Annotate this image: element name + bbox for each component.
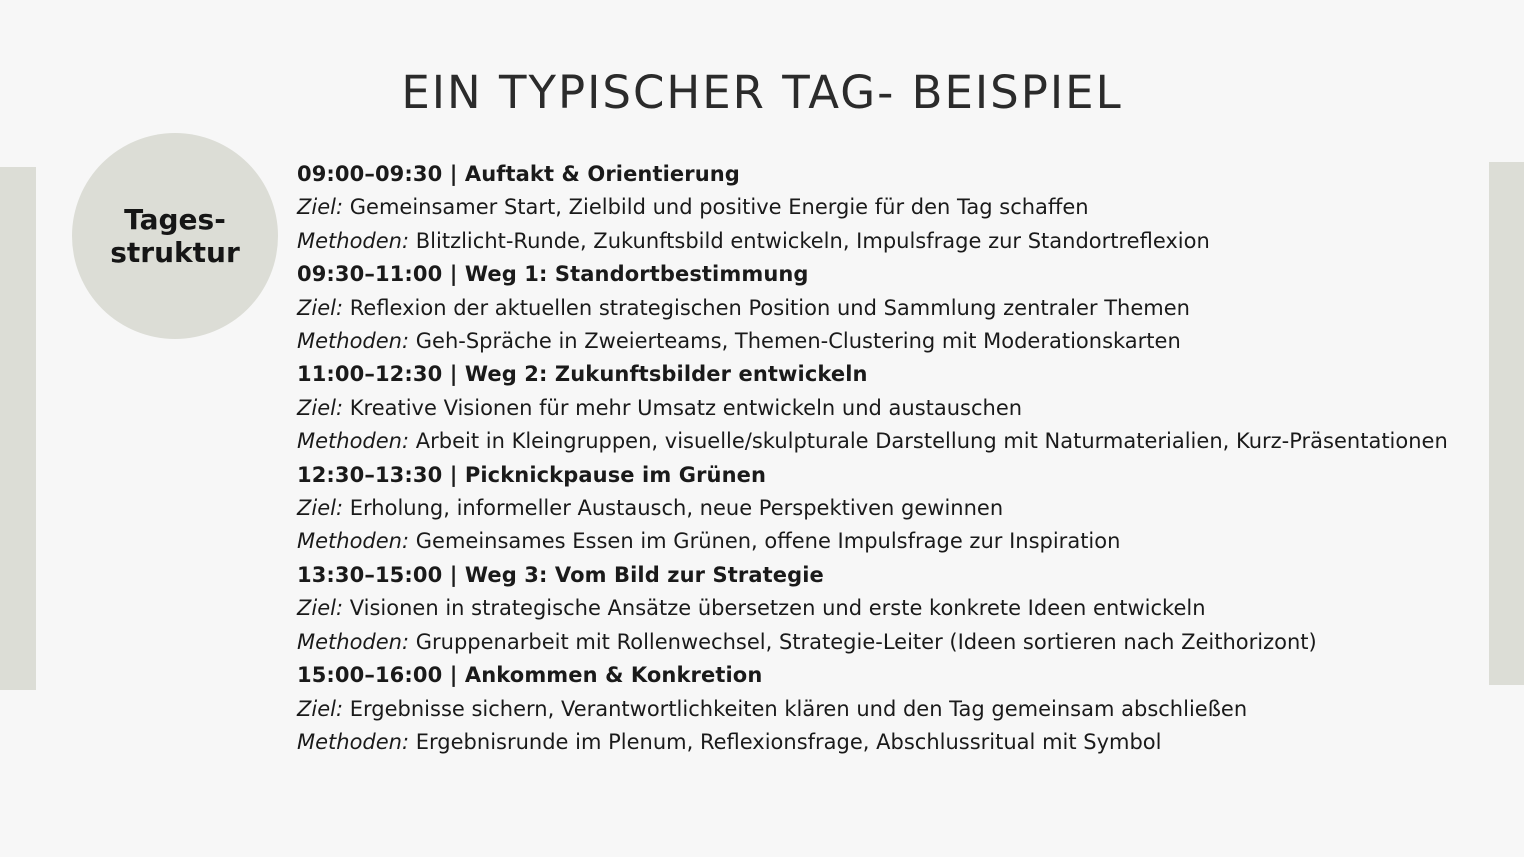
- methods-line: [297, 325, 1477, 358]
- methods-line: [297, 425, 1477, 458]
- block-heading: 13:30–15:00 | Weg 3: Vom Bild zur Strategie: [297, 562, 824, 587]
- schedule-block: [297, 659, 1477, 759]
- goal-text: Kreative Visionen für mehr Umsatz entwickeln und austauschen: [349, 395, 1023, 420]
- goal-text: Ergebnisse sichern, Verantwortlichkeiten klären und den Tag gemeinsam abschließen: [349, 696, 1248, 721]
- goal-label: Ziel:: [297, 496, 344, 521]
- goal-line: [297, 693, 1477, 726]
- methods-text: Arbeit in Kleingruppen, visuelle/skulpturale Darstellung mit Naturmaterialien, Kurz-Präsentationen: [415, 429, 1448, 454]
- methods-label: Methoden:: [297, 529, 410, 554]
- goal-label: Ziel:: [297, 696, 344, 721]
- left-accent-bar: [0, 167, 36, 690]
- methods-label: Methoden:: [297, 429, 410, 454]
- block-heading: 15:00–16:00 | Ankommen & Konkretion: [297, 663, 763, 688]
- methods-text: Blitzlicht-Runde, Zukunftsbild entwickeln, Impulsfrage zur Standortreflexion: [415, 228, 1210, 253]
- schedule-list: [297, 158, 1477, 759]
- goal-text: Visionen in strategische Ansätze übersetzen und erste konkrete Ideen entwickeln: [349, 596, 1206, 621]
- block-heading: 09:30–11:00 | Weg 1: Standortbestimmung: [297, 262, 809, 287]
- goal-text: Erholung, informeller Austausch, neue Perspektiven gewinnen: [349, 496, 1004, 521]
- methods-line: [297, 525, 1477, 558]
- methods-text: Ergebnisrunde im Plenum, Reflexionsfrage, Abschlussritual mit Symbol: [415, 729, 1162, 754]
- methods-label: Methoden:: [297, 329, 410, 354]
- methods-label: Methoden:: [297, 629, 410, 654]
- methods-line: [297, 726, 1477, 759]
- methods-line: [297, 626, 1477, 659]
- methods-text: Geh-Spräche in Zweierteams, Themen-Clustering mit Moderationskarten: [415, 329, 1181, 354]
- methods-label: Methoden:: [297, 228, 410, 253]
- schedule-block: [297, 559, 1477, 659]
- schedule-block: [297, 158, 1477, 258]
- schedule-block: [297, 459, 1477, 559]
- goal-line: [297, 191, 1477, 224]
- goal-line: [297, 592, 1477, 625]
- block-heading: 11:00–12:30 | Weg 2: Zukunftsbilder entwickeln: [297, 362, 868, 387]
- goal-text: Reflexion der aktuellen strategischen Position und Sammlung zentraler Themen: [349, 295, 1190, 320]
- methods-line: [297, 225, 1477, 258]
- block-heading: 12:30–13:30 | Picknickpause im Grünen: [297, 462, 767, 487]
- goal-label: Ziel:: [297, 195, 344, 220]
- goal-label: Ziel:: [297, 295, 344, 320]
- right-accent-bar: [1489, 162, 1524, 685]
- goal-line: [297, 492, 1477, 525]
- methods-text: Gruppenarbeit mit Rollenwechsel, Strategie-Leiter (Ideen sortieren nach Zeithorizont): [415, 629, 1317, 654]
- block-heading: 09:00–09:30 | Auftakt & Orientierung: [297, 162, 740, 186]
- circle-label: Tages- struktur: [110, 203, 240, 269]
- goal-line: [297, 392, 1477, 425]
- goal-label: Ziel:: [297, 596, 344, 621]
- schedule-block: [297, 358, 1477, 458]
- section-circle-badge: [72, 133, 278, 339]
- schedule-block: [297, 258, 1477, 358]
- goal-text: Gemeinsamer Start, Zielbild und positive Energie für den Tag schaffen: [349, 195, 1089, 220]
- methods-text: Gemeinsames Essen im Grünen, offene Impulsfrage zur Inspiration: [415, 529, 1121, 554]
- goal-label: Ziel:: [297, 395, 344, 420]
- goal-line: [297, 292, 1477, 325]
- methods-label: Methoden:: [297, 729, 410, 754]
- page-title: EIN TYPISCHER TAG- BEISPIEL: [401, 66, 1123, 119]
